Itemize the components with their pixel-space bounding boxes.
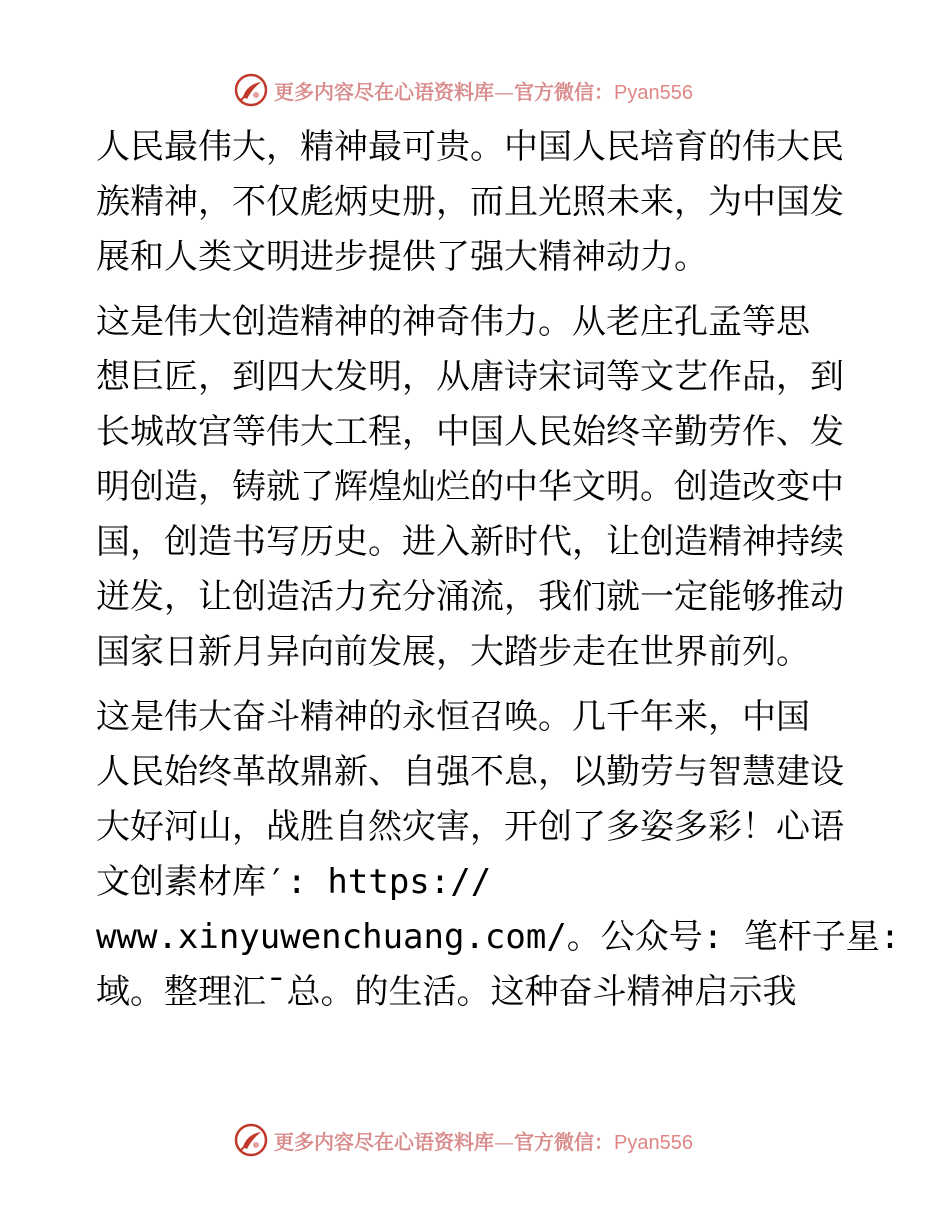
footer-wechat-id: Pyan556 — [614, 1131, 693, 1154]
text-line: 域。整理汇¯总。的生活。这种奋斗精神启示我 — [96, 972, 797, 1012]
document-body — [96, 120, 901, 1020]
header-banner — [234, 70, 693, 110]
header-site-text: 更多内容尽在心语资料库 — [274, 79, 494, 104]
text-line: 这是伟大创造精神的神奇伟力。从老庄孔孟等思 — [96, 302, 810, 342]
footer-dash: — — [494, 1129, 514, 1154]
text-line: www.xinyuwenchuang.com/。公众号: 笔杆子星: — [96, 917, 901, 957]
footer-banner — [234, 1120, 693, 1160]
text-line: 人民始终革故鼎新、自强不息，以勤劳与智慧建设 — [96, 752, 844, 792]
footer-site-text: 更多内容尽在心语资料库 — [274, 1129, 494, 1154]
paragraph-1 — [96, 120, 866, 285]
header-dash: — — [494, 79, 514, 104]
header-wechat-label: 官方微信： — [514, 79, 614, 104]
header-text — [274, 76, 693, 105]
logo-icon — [234, 73, 268, 107]
text-line: 文创素材库′: https:// — [96, 862, 492, 902]
text-line: 展和人类文明进步提供了强大精神动力。 — [96, 237, 708, 277]
text-line: 这是伟大奋斗精神的永恒召唤。几千年来，中国 — [96, 697, 810, 737]
text-line: 国家日新月异向前发展，大踏步走在世界前列。 — [96, 632, 810, 672]
text-line: 明创造，铸就了辉煌灿烂的中华文明。创造改变中 — [96, 467, 844, 507]
text-line: 族精神，不仅彪炳史册，而且光照未来，为中国发 — [96, 182, 844, 222]
text-line: 迸发，让创造活力充分涌流，我们就一定能够推动 — [96, 577, 844, 617]
text-line: 大好河山，战胜自然灾害，开创了多姿多彩！心语 — [96, 807, 844, 847]
logo-icon — [234, 1123, 268, 1157]
paragraph-2 — [96, 295, 866, 680]
footer-text — [274, 1126, 693, 1155]
paragraph-3 — [96, 690, 901, 1020]
footer-wechat-label: 官方微信： — [514, 1129, 614, 1154]
text-line: 人民最伟大，精神最可贵。中国人民培育的伟大民 — [96, 127, 844, 167]
text-line: 想巨匠，到四大发明，从唐诗宋词等文艺作品，到 — [96, 357, 844, 397]
text-line: 长城故宫等伟大工程，中国人民始终辛勤劳作、发 — [96, 412, 844, 452]
text-line: 国，创造书写历史。进入新时代，让创造精神持续 — [96, 522, 844, 562]
header-wechat-id: Pyan556 — [614, 81, 693, 104]
